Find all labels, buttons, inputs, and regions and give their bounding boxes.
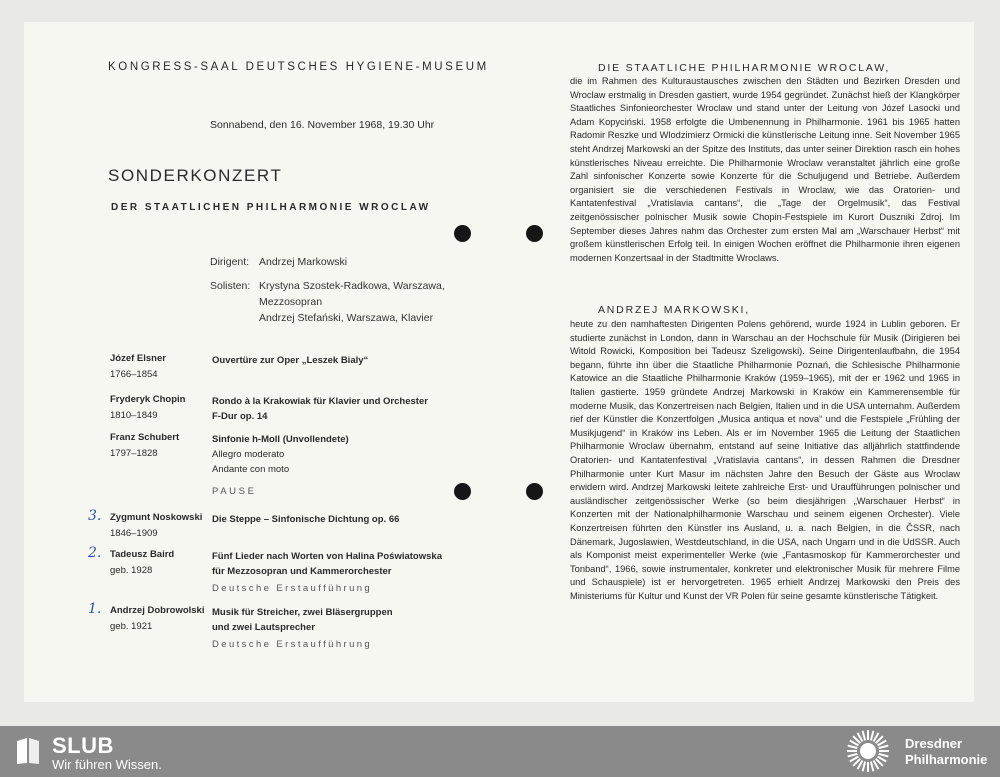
footer-bar [0,726,1000,777]
work-title [212,432,349,477]
slub-brand: SLUB [52,733,114,758]
work-line: Ouvertüre zur Oper „Leszek Bialy“ [212,355,369,366]
soloist-2: Andrzej Stefański, Warszawa, Klavier [259,312,434,324]
venue: KONGRESS-SAAL DEUTSCHES HYGIENE-MUSEUM [108,61,489,73]
composer-years: 1797–1828 [110,448,158,459]
movement-2: Andante con moto [212,464,290,475]
work-line: Fünf Lieder nach Worten von Halina Poświatowska [212,551,442,562]
partner-name-line1: Dresdner [905,736,963,751]
premiere-note: Deutsche Erstaufführung [212,639,373,650]
work-line-2: F-Dur op. 14 [212,411,268,422]
work-line: Rondo à la Krakowiak für Klavier und Orchester [212,396,428,407]
composer: Andrzej Dobrowolski [110,605,205,616]
conductor-name: Andrzej Markowski [259,256,348,268]
pause: PAUSE [212,486,257,497]
sunburst-ray [863,762,866,772]
sunburst-ray [871,731,874,741]
section-heading-conductor: ANDRZEJ MARKOWSKI, [598,304,750,316]
composer: Franz Schubert [110,432,180,443]
composer-years: geb. 1921 [110,621,153,632]
punch-hole [454,225,471,242]
punch-hole [526,225,543,242]
concert-subtitle: DER STAATLICHEN PHILHARMONIE WROCLAW [111,202,431,213]
sunburst-ray [879,754,889,757]
composer-years: 1810–1849 [110,410,158,421]
handwritten-mark: 2. [88,545,102,561]
left-page [24,22,500,702]
concert-title: SONDERKONZERT [108,166,283,185]
work-title [212,353,368,368]
composer-years: 1766–1854 [110,369,158,380]
concert-date: Sonnabend, den 16. November 1968, 19.30 Uhr [210,119,435,131]
work-line: Musik für Streicher, zwei Bläsergruppen [212,607,393,618]
sunburst-ray [848,746,858,749]
dresdner-philharmonie-sunburst-icon [840,728,896,774]
work-title [212,605,393,652]
composer: Józef Elsner [110,353,166,364]
soloist-1-voice: Mezzosopran [259,296,323,308]
soloist-1: Krystyna Szostek-Radkowa, Warszawa, [259,280,445,292]
conductor-line [210,254,445,270]
credits [210,254,445,326]
work-title [212,512,399,527]
composer: Zygmunt Noskowski [110,512,203,523]
slub-book-icon [14,736,44,766]
composer: Tadeusz Baird [110,549,175,560]
slub-tagline: Wir führen Wissen. [52,757,162,772]
conductor-label: Dirigent: [210,256,250,268]
premiere-note: Deutsche Erstaufführung [212,583,373,594]
sunburst-ray [848,754,858,757]
orchestra-text: die im Rahmen des Kulturaustausches zwischen den Städten und Bezirken Dresden und Wroclaw erstmalig in Dresden gastiert, wurde 1954 gegründet. Zunächst hieß der Klangkörper Staatliches Sinfonieorchester Wroclaw und stand unter der Leitung von Józef Lasocki und Adam Kopyciński. 1958 erfolgte die Umbenennung in Philharmonie. 1961 bis 1965 hatten Radomir Reszke und Wlodzimierz Ormicki die künstlerische Leitung inne. Seit November 1965 steht Andrzej Markowski an der Spitze des Instituts, das unter seiner Direktion rasch ein hohes künstlerisches Niveau erreichte. Die Philharmonie Wroclaw veranstaltet jährlich eine große Zahl sinfonischer Konzerte sowie Konzerte für die Schuljugend und Betriebe. Außerdem organisiert sie die verschiedenen Festivals in Wroclaw, wie das Oratorien- und Kantatenfestival „Vratislavia cantans“, die „Tage der Orgelmusik“, das Festival zeitgenössischer polnischer Musik sowie Chopin-Festspiele im Kurort Duszniki Zdroj. Im September dieses Jahres nahm das Orchester zum ersten Mal am „Warschauer Herbst“ mit großem künstlerischen Erfolg teil. In einigen Wochen eröffnet die Philharmonie ihren eigenen modernen Konzertsaal in der Stadtmitte Wroclaws. [570,76,960,263]
work-title [212,549,442,596]
conductor-text: heute zu den namhaftesten Dirigenten Polens gehörend, wurde 1924 in Lublin geboren. Er studierte zunächst in London, dann in Warschau an der Hochschule für Musik (Dirigieren bei Witold Rowicki, Komposition bei Tadeusz Szeligowski). Seine Dirigentenlaufbahn, die 1954 begann, führte ihn über die Staatliche Philharmonie Poznań, die Schlesische Philharmonie Katowice an die Staatliche Philharmonie Kraków (1959–1965), mit der er 1962 und 1965 in Italien gastierte. 1959 gründete Andrzej Markowski in Kraków ein Kammerensemble für moderne Musik, das Konzertreisen nach Belgien, Italien und in die USA unternahm. Außerdem rief der Künstler die Konzertfolgen „Musica antiqua et nova“ und die Festspiele „Frühling der Musikjugend“ in Kraków ins Leben. Als er im November 1965 die Leitung der Staatlichen Philharmonie Wroclaw übernahm, entstand auf seine Initiative das alljährlich stattfindende Oratorien- und Kantatenfestival „Vratislavia cantans“, in dessen Rahmen die Dresdner Philharmonie unter Kurt Masur im nächsten Jahre den Besuch der Gäste aus Wroclaw erwidern wird. Andrzej Markowski leitete zahlreiche Erst- und Uraufführungen polnischer und ausländischer zeitgenössischer Werke (so beim diesjährigen „Warschauer Herbst“ in Konzerten mit der Nationalphilharmonie Warschau und seinem eigenen Orchester). Viele Konzertreisen führten den Künstler ins Ausland, u. a. nach Belgien, in die ČSSR, nach Dänemark, Jugoslawien, Westdeutschland, in die USA, nach Ungarn und in die UdSSR. Auch als Komponist meist experimenteller Werke (wie „Fantasmoskop für Kammerorchester und Tonband“, 1966, sowie instrumentaler, konkreter und elektronischer Musik für mehrere Filme und Schauspiele) ist er hervorgetreten. 1965 erhielt Andrzej Markowski den Preis des Ministeriums für Kultur und Kunst der VR Polen für seine gesamte künstlerische Tätigkeit. [570,319,960,601]
composer-years: 1846–1909 [110,528,158,539]
work-title [212,394,428,424]
punch-hole [526,483,543,500]
soloists-label: Solisten: [210,280,251,292]
punch-hole [454,483,471,500]
work-line-2: für Mezzosopran und Kammerorchester [212,566,392,577]
soloist-line [210,278,445,294]
composer: Fryderyk Chopin [110,394,186,405]
sunburst-ray [871,762,874,772]
work-line: Die Steppe – Sinfonische Dichtung op. 66 [212,514,400,525]
sunburst-ray [863,731,866,741]
section-heading-orchestra: DIE STAATLICHE PHILHARMONIE WROCLAW, [598,62,891,74]
work-line: Sinfonie h-Moll (Unvollendete) [212,434,349,445]
work-line-2: und zwei Lautsprecher [212,622,315,633]
composer-years: geb. 1928 [110,565,153,576]
movement-1: Allegro moderato [212,449,285,460]
partner-name-line2: Philharmonie [905,752,988,767]
sunburst-ray [879,746,889,749]
right-page [500,22,974,702]
handwritten-mark: 3. [88,508,102,524]
handwritten-mark: 1. [88,601,102,617]
